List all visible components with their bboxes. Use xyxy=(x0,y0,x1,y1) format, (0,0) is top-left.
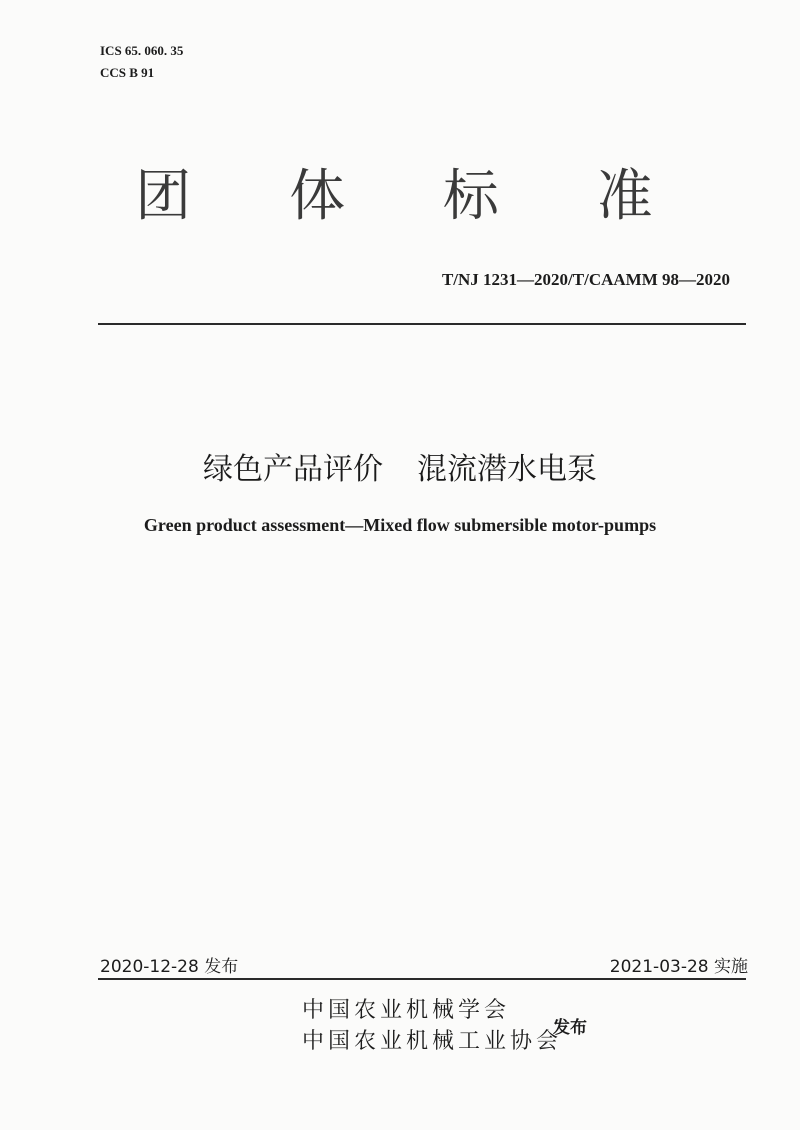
ics-code: ICS 65. 060. 35 xyxy=(100,43,184,58)
issue-label: 发布 xyxy=(553,1018,587,1038)
top-divider xyxy=(98,323,746,325)
classification-codes xyxy=(100,40,183,84)
chinese-title-part2: 混流潜水电泵 xyxy=(417,452,597,487)
standard-code: T/NJ 1231—2020/T/CAAMM 98—2020 xyxy=(441,270,730,289)
issuer-org-2: 中国农业机械工业协会 xyxy=(302,1029,563,1054)
standard-type-title: 团 体 标 准 xyxy=(135,164,693,229)
issue-date: 2020-12-28 发布 xyxy=(100,957,239,977)
english-title: Green product assessment—Mixed flow submersible motor-pumps xyxy=(143,515,657,535)
implementation-date: 2021-03-28 实施 xyxy=(609,957,748,977)
bottom-divider xyxy=(98,978,746,980)
ccs-code: CCS B 91 xyxy=(100,65,155,80)
chinese-title-part1: 绿色产品评价 xyxy=(203,452,383,487)
chinese-title xyxy=(0,444,800,488)
issuer-org-1: 中国农业机械学会 xyxy=(302,998,511,1023)
issuing-organizations xyxy=(302,995,562,1057)
